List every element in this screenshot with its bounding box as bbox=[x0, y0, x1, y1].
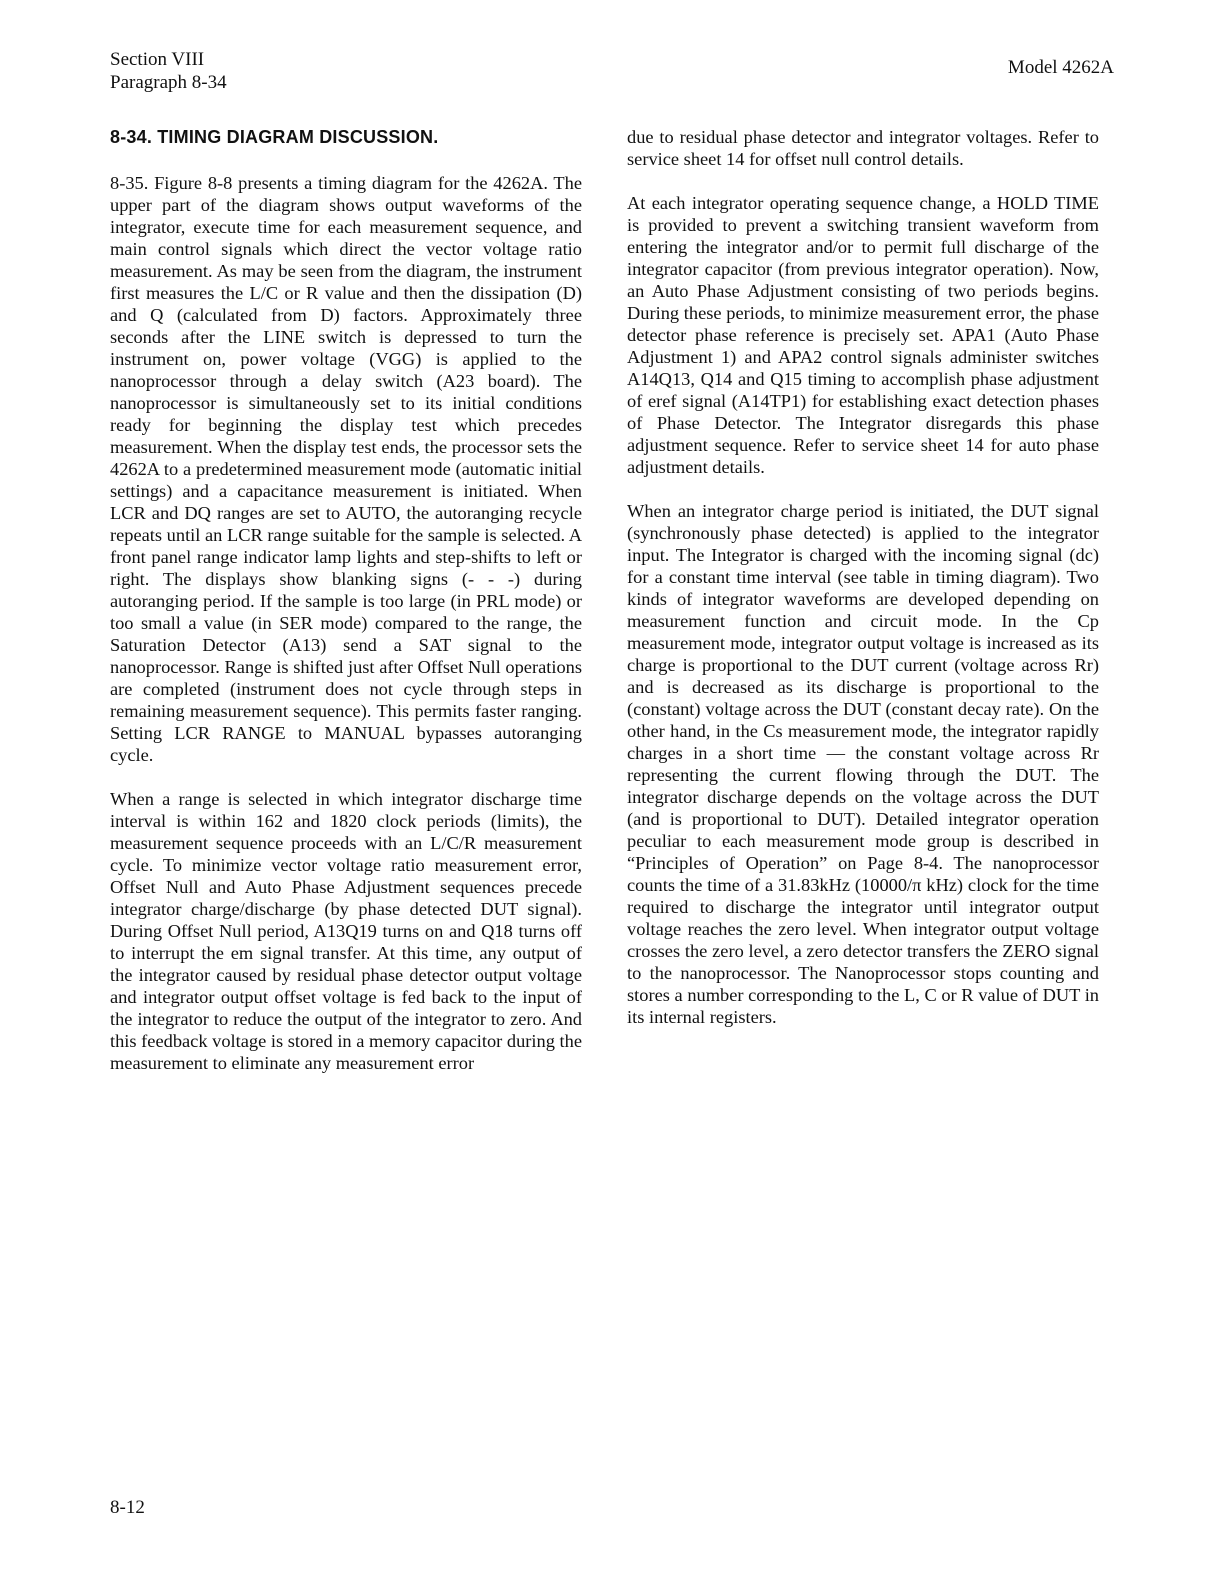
body-paragraph: When an integrator charge period is initiated, the DUT signal (synchronously phase detected) is applied to the integrator input. The Integrator is charged with the incoming signal (dc) for a constant time interval (see table in timing diagram). Two kinds of integrator waveforms are developed depending on measurement function and circuit mode. In the Cp measurement mode, integrator output voltage is increased as its charge is proportional to the DUT current (voltage across Rr) and is decreased as its discharge is proportional to the (constant) voltage across the DUT (constant decay rate). On the other hand, in the Cs measurement mode, the integrator rapidly charges in a short time — the constant voltage across Rr representing the current flowing through the DUT. The integrator discharge depends on the voltage across the DUT (and is proportional to DUT). Detailed integrator operation peculiar to each measurement mode group is described in “Principles of Operation” on Page 8-4. The nanoprocessor counts the time of a 31.83kHz (10000/π kHz) clock for the time required to discharge the integrator until integrator output voltage reaches the zero level. When integrator output voltage crosses the zero level, a zero detector transfers the ZERO signal to the nanoprocessor. The Nanoprocessor stops counting and stores a number corresponding to the L, C or R value of DUT in its internal registers. bbox=[627, 501, 1099, 1027]
left-column bbox=[110, 126, 582, 1096]
body-paragraph: due to residual phase detector and integrator voltages. Refer to service sheet 14 for offset null control details. bbox=[627, 127, 1099, 169]
page-header-left bbox=[110, 48, 227, 94]
section-heading: 8-34. TIMING DIAGRAM DISCUSSION. bbox=[110, 127, 439, 147]
model-label: Model 4262A bbox=[1007, 57, 1114, 78]
page-number: 8-12 bbox=[110, 1497, 145, 1518]
section-label: Section VIII bbox=[110, 49, 205, 70]
right-column bbox=[627, 126, 1099, 1050]
body-paragraph: When a range is selected in which integrator discharge time interval is within 162 and 1820 clock periods (limits), the measurement sequence proceeds with an L/C/R measurement cycle. To minimize vector voltage ratio measurement error, Offset Null and Auto Phase Adjustment sequences precede integrator charge/discharge (by phase detected DUT signal). During Offset Null period, A13Q19 turns on and Q18 turns off to interrupt the em signal transfer. At this time, any output of the integrator caused by residual phase detector output voltage and integrator output offset voltage is fed back to the input of the integrator to reduce the output of the integrator to zero. And this feedback voltage is stored in a memory capacitor during the measurement to eliminate any measurement error bbox=[110, 789, 582, 1073]
body-paragraph: 8-35. Figure 8-8 presents a timing diagram for the 4262A. The upper part of the diagram shows output waveforms of the integrator, execute time for each measurement sequence, and main control signals which direct the vector voltage ratio measurement. As may be seen from the diagram, the instrument first measures the L/C or R value and then the dissipation (D) and Q (calculated from D) factors. Approximately three seconds after the LINE switch is depressed to turn the instrument on, power voltage (VGG) is applied to the nanoprocessor through a delay switch (A23 board). The nanoprocessor is simultaneously set to its initial conditions ready for beginning the display test which precedes measurement. When the display test ends, the processor sets the 4262A to a predetermined measurement mode (automatic initial settings) and a capacitance measurement is initiated. When LCR and DQ ranges are set to AUTO, the autoranging recycle repeats until an LCR range suitable for the sample is selected. A front panel range indicator lamp lights and step-shifts to left or right. The displays show blanking signs (- - -) during autoranging period. If the sample is too large (in PRL mode) or too small a value (in SER mode) compared to the range, the Saturation Detector (A13) send a SAT signal to the nanoprocessor. Range is shifted just after Offset Null operations are completed (instrument does not cycle through steps in remaining measurement sequence). This permits faster ranging. Setting LCR RANGE to MANUAL bypasses autoranging cycle. bbox=[110, 173, 582, 765]
body-paragraph: At each integrator operating sequence change, a HOLD TIME is provided to prevent a switching transient waveform from entering the integrator and/or to permit full discharge of the integrator capacitor (from previous integrator operation). Now, an Auto Phase Adjustment consisting of two periods begins. During these periods, to minimize measurement error, the phase detector phase reference is precisely set. APA1 (Auto Phase Adjustment 1) and APA2 control signals administer switches A14Q13, Q14 and Q15 timing to accomplish phase adjustment of eref signal (A14TP1) for establishing exact detection phases of Phase Detector. The Integrator disregards this phase adjustment sequence. Refer to service sheet 14 for auto phase adjustment details. bbox=[627, 193, 1099, 477]
paragraph-label: Paragraph 8-34 bbox=[110, 72, 227, 93]
